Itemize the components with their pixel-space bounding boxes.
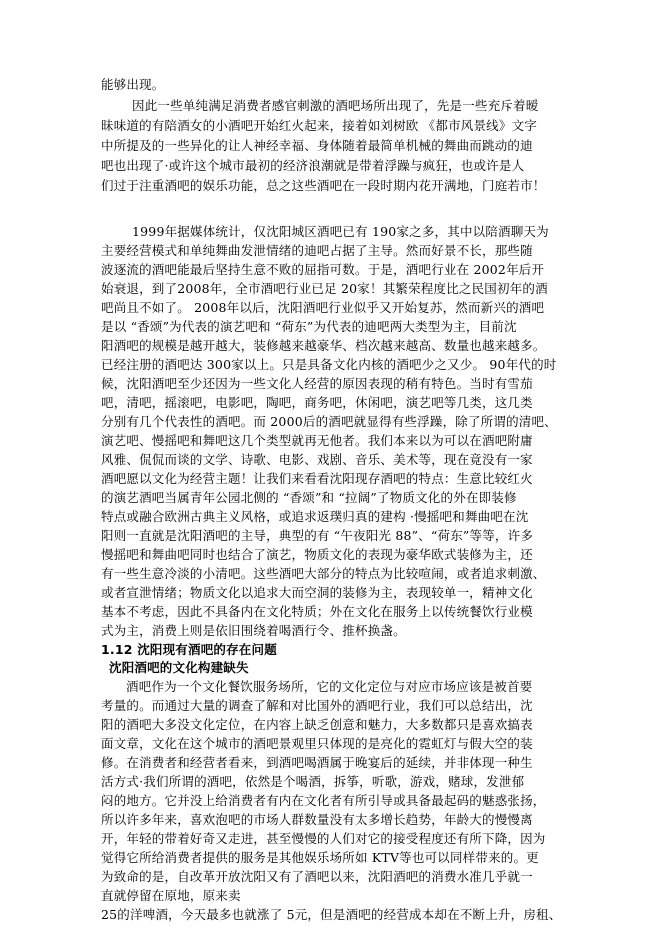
paragraph3-line-8: 所以许多年来，喜欢泡吧的市场人群数量没有太多增长趋势，年龄大的慢慢离 [101,812,533,827]
paragraph3-line-4: 面文章，文化在这个城市的酒吧景观里只体现的是亮化的霓虹灯与假大空的装 [101,736,533,751]
paragraph2-line-2: 主要经营模式和单纯舞曲发泄情绪的迪吧占据了主导。然而好景不长，那些随 [101,243,533,258]
section-heading: 1.12 沈阳现有酒吧的存在问题 [101,642,277,657]
paragraph2-line-10: 吧，清吧，摇滚吧，电影吧，陶吧，商务吧，休闲吧，演艺吧等几类，这几类 [101,395,533,410]
paragraph2-line-9: 候，沈阳酒吧至少还因为一些文化人经营的原因表现的稍有特色。当时有雪茄 [101,376,533,391]
paragraph3-line-12: 直就停留在原地，原来卖 [101,888,241,903]
paragraph2-line-19: 有一些生意冷淡的小清吧。这些酒吧大部分的特点为比较喧闹，或者追求刺激、 [101,566,546,581]
paragraph3-line-1: 酒吧作为一个文化餐饮服务场所，它的文化定位与对应市场应该是被首要 [126,679,533,694]
paragraph3-line-11: 为致命的是，自改革开放沈阳又有了酒吧以来，沈阳酒吧的消费水准几乎就一 [101,869,533,884]
paragraph3-line-6: 活方式·我们所谓的酒吧，依然是个喝酒，拆筝，听歌，游戏，赌球，发泄郁 [101,774,525,789]
paragraph3-line-13: 25的洋啤酒，今天最多也就涨了 5元，但是酒吧的经营成本却在不断上升，房租、 [101,907,562,922]
paragraph1-line-6: 们过于注重酒吧的娱乐功能，总之这些酒吧在一段时期内花开满地，门庭若市！ [101,178,546,193]
paragraph1-line-3: 昧味道的有陪酒女的小酒吧开始红火起来，接着如刘树欧 《都市风景线》文字 [101,118,537,133]
paragraph2-line-14: 酒吧愿以文化为经营主题！让我们来看看沈阳现存酒吧的特点：生意比较红火 [101,471,533,486]
paragraph2-line-3: 波逐流的酒吧能最后坚持生意不败的屈指可数。于是，酒吧行业在 2002年后开 [101,262,545,277]
paragraph2-line-15: 的演艺酒吧当属青年公园北侧的 “香颂”和 “拉阔”了物质文化的外在即装修 [101,490,517,505]
paragraph2-line-17: 阳则一直就是沈阳酒吧的主导，典型的有 “午夜阳光 88”、“荷东”等等，许多 [101,528,534,543]
paragraph1-line-4: 中所提及的一些异化的让人神经幸福、身体随着最简单机械的舞曲而跳动的迪 [101,138,533,153]
paragraph2-line-13: 风雅、侃侃而谈的文学、诗歌、电影、戏剧、音乐、美术等，现在竟没有一家 [101,452,533,467]
paragraph3-line-2: 考量的。而通过大量的调查了解和对比国外的酒吧行业，我们可以总结出，沈 [101,698,533,713]
paragraph1-line-5: 吧也出现了·或许这个城市最初的经济浪潮就是带着浮躁与疯狂，也或许是人 [101,158,525,173]
paragraph2-line-6: 是以 “香颂”为代表的演艺吧和 “荷东”为代表的迪吧两大类型为主，目前沈 [101,319,517,334]
paragraph2-line-7: 阳酒吧的规模是越开越大，装修越来越豪华、档次越来越高、数量也越来越多。 [101,338,546,353]
paragraph1-line-2: 因此一些单纯满足消费者感官刺激的酒吧场所出现了，先是一些充斥着暧 [132,98,539,113]
paragraph3-line-3: 阳的酒吧大多没文化定位，在内容上缺乏创意和魅力，大多数都只是喜欢搞表 [101,717,533,732]
paragraph3-line-9: 开，年轻的带着好奇又走进，甚至慢慢的人们对它的接受程度还有所下降，因为 [101,831,546,846]
paragraph3-line-10: 觉得它所给消费者提供的服务是其他娱乐场所如 KTV等也可以同样带来的。更 [101,850,539,865]
paragraph2-line-11: 分别有几个代表性的酒吧。而 2000后的酒吧就显得有些浮躁，除了所谓的清吧、 [101,414,557,429]
paragraph2-line-22: 式为主，消费上则是依旧围绕着喝酒行令、推杯换盏。 [101,623,406,638]
paragraph2-line-5: 吧尚且不如了。 2008年以后，沈阳酒吧行业似乎又开始复苏，然而新兴的酒吧 [101,300,545,315]
paragraph2-line-12: 演艺吧、慢摇吧和舞吧这几个类型就再无他者。我们本来以为可以在酒吧附庸 [101,433,533,448]
paragraph3-line-5: 修。在消费者和经营者看来，到酒吧喝酒属于晚宴后的延续，并非体现一种生 [101,755,533,770]
paragraph2-line-1: 1999年据媒体统计，仅沈阳城区酒吧已有 190家之多，其中以陪酒聊天为 [132,224,549,239]
paragraph3-line-7: 闷的地方。它并没上给消费者有内在文化者有所引导或具备最起码的魅惑张扬， [101,793,546,808]
sub-heading: 沈阳酒吧的文化构建缺失 [109,660,249,675]
paragraph2-line-16: 特点或融合欧洲古典主义风格，或追求返璞归真的建构 ·慢摇吧和舞曲吧在沈 [101,509,529,524]
paragraph2-line-8: 已经注册的酒吧达 300家以上。只是具备文化内核的酒吧少之又少。 90年代的时 [101,357,557,372]
paragraph2-line-21: 基本不考虑，因此不具备内在文化特质；外在文化在服务上以传统餐饮行业模 [101,604,533,619]
paragraph2-line-4: 始衰退，到了2008年，全市酒吧行业已足 20家！其繁荣程度比之民国初年的酒 [101,281,548,296]
paragraph2-line-20: 或者宣泄情绪；物质文化以追求大而空洞的装修为主，表现较单一，精神文化 [101,585,533,600]
paragraph1-line-1: 能够出现。 [101,77,165,92]
paragraph2-line-18: 慢摇吧和舞曲吧同时也结合了演艺，物质文化的表现为豪华欧式装修为主，还 [101,547,533,562]
